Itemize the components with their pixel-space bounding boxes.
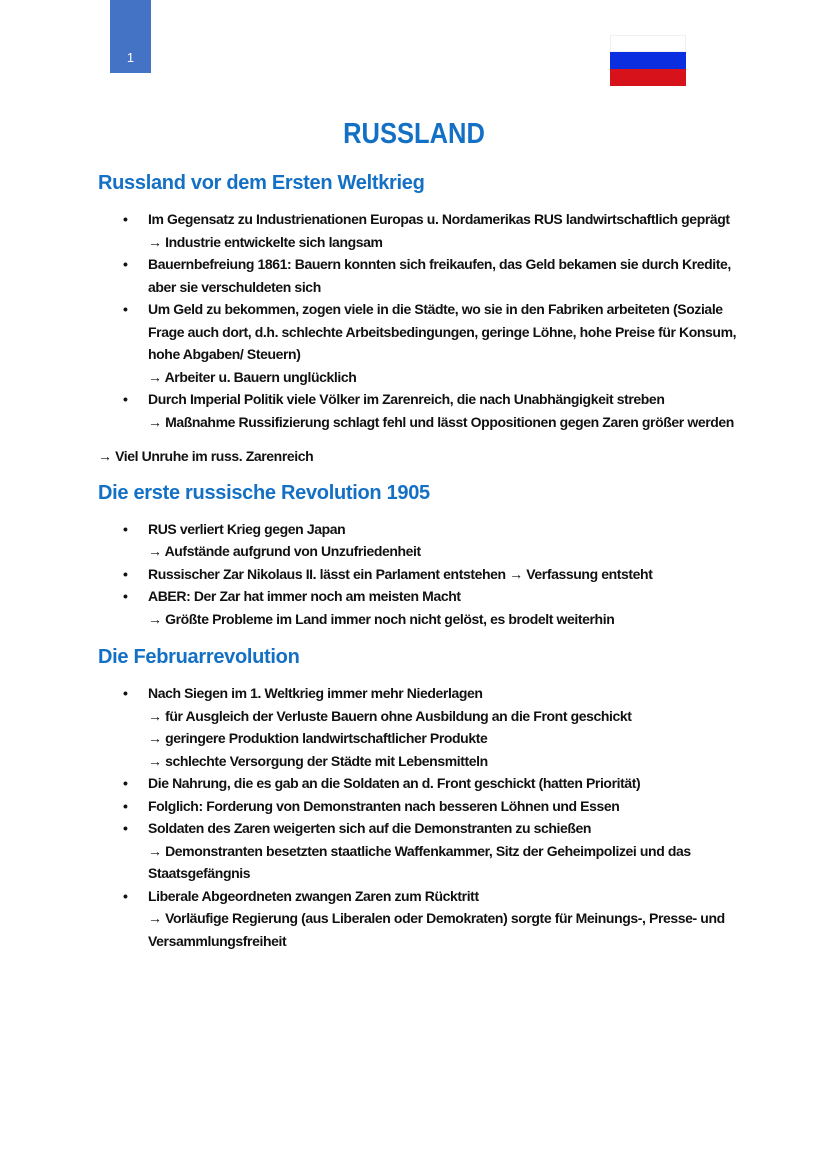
list-item-consequence: → Größte Probleme im Land immer noch nicht gelöst, es brodelt weiterhin bbox=[148, 610, 615, 627]
list-item-text: Bauernbefreiung 1861: Bauern konnten sich freikaufen, das Geld bekamen sie durch Kredite, aber sie verschuldeten sich bbox=[148, 256, 731, 295]
list-item-text: Die Nahrung, die es gab an die Soldaten an d. Front geschickt (hatten Priorität) bbox=[148, 775, 641, 791]
section-heading: Die Februarrevolution bbox=[98, 646, 300, 668]
list-item-consequence: → Industrie entwickelte sich langsam bbox=[148, 233, 383, 250]
list-item-consequence: → Vorläufige Regierung (aus Liberalen oder Demokraten) sorgte für Meinungs-, Presse- und Versammlungsfreiheit bbox=[148, 910, 725, 949]
list-item bbox=[148, 563, 738, 586]
list-item-consequence: → schlechte Versorgung der Städte mit Lebensmitteln bbox=[148, 752, 488, 769]
bullet-list bbox=[98, 682, 738, 952]
list-item bbox=[148, 817, 738, 885]
bullet-list bbox=[98, 208, 738, 433]
list-item-consequence: → für Ausgleich der Verluste Bauern ohne Ausbildung an die Front geschickt bbox=[148, 707, 632, 724]
list-item-text: Soldaten des Zaren weigerten sich auf die Demonstranten zu schießen bbox=[148, 820, 592, 836]
list-item-consequence: → Demonstranten besetzten staatliche Waffenkammer, Sitz der Geheimpolizei und das Staatsgefängnis bbox=[148, 842, 691, 881]
list-item-text: Durch Imperial Politik viele Völker im Zarenreich, die nach Unabhängigkeit streben bbox=[148, 391, 665, 407]
list-item-text: Folglich: Forderung von Demonstranten nach besseren Löhnen und Essen bbox=[148, 797, 620, 814]
list-item bbox=[148, 208, 738, 253]
list-item bbox=[148, 772, 738, 795]
section-heading: Die erste russische Revolution 1905 bbox=[98, 481, 430, 504]
list-item-text: ABER: Der Zar hat immer noch am meisten Macht bbox=[148, 588, 461, 604]
list-item-text: Liberale Abgeordneten zwangen Zaren zum Rücktritt bbox=[148, 887, 479, 904]
list-item-text: RUS verliert Krieg gegen Japan bbox=[148, 520, 346, 537]
page-number-tab bbox=[110, 0, 151, 73]
list-item bbox=[148, 388, 738, 433]
list-item bbox=[148, 585, 738, 630]
list-item-consequence: → Maßnahme Russifizierung schlagt fehl und lässt Oppositionen gegen Zaren größer werden bbox=[148, 413, 734, 430]
list-item bbox=[148, 885, 738, 953]
list-item-text: Im Gegensatz zu Industrienationen Europas u. Nordamerikas RUS landwirtschaftlich geprägt bbox=[148, 211, 730, 227]
list-item-consequence: → Arbeiter u. Bauern unglücklich bbox=[148, 368, 357, 385]
list-item-text: Nach Siegen im 1. Weltkrieg immer mehr Niederlagen bbox=[148, 685, 483, 701]
list-item-text: Russischer Zar Nikolaus II. lässt ein Parlament entstehen → Verfassung entsteht bbox=[148, 565, 653, 582]
document-body bbox=[98, 168, 738, 964]
list-item bbox=[148, 795, 738, 818]
section-heading: Russland vor dem Ersten Weltkrieg bbox=[98, 172, 425, 194]
list-item bbox=[148, 298, 738, 388]
bullet-list bbox=[98, 518, 738, 631]
russian-flag-icon bbox=[610, 35, 686, 86]
page-number: 1 bbox=[126, 50, 135, 65]
list-item bbox=[148, 518, 738, 563]
list-item bbox=[148, 253, 738, 298]
list-item-text: Um Geld zu bekommen, zogen viele in die Städte, wo sie in den Fabriken arbeiteten (Soziale Frage auch dort, d.h. schlechte Arbeitsbedingungen, geringe Löhne, hohe Preise für Konsum, hohe Abgaben/ Steuern) bbox=[148, 301, 737, 362]
list-item bbox=[148, 682, 738, 772]
page-title: RUSSLAND bbox=[343, 118, 485, 150]
list-item-consequence: → geringere Produktion landwirtschaftlicher Produkte bbox=[148, 730, 488, 746]
section-conclusion: → Viel Unruhe im russ. Zarenreich bbox=[98, 448, 314, 464]
list-item-consequence: → Aufstände aufgrund von Unzufriedenheit bbox=[148, 543, 421, 559]
